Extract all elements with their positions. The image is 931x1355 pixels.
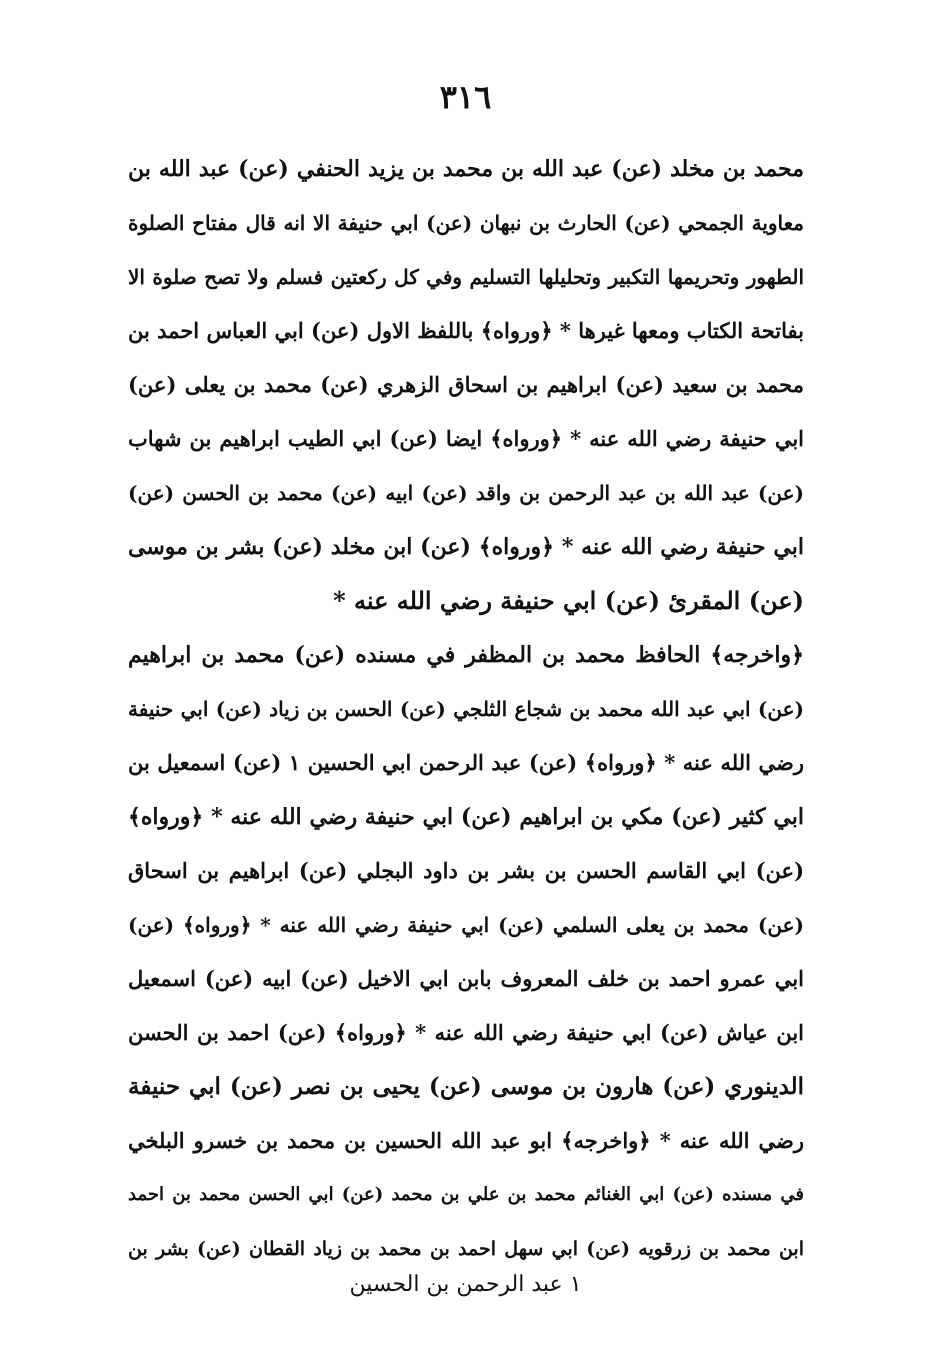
text-line: (عن) عبد الله بن عبد الرحمن بن واقد (عن) ابيه (عن) محمد بن الحسن (عن) xyxy=(128,481,804,505)
text-line: معاوية الجمحي (عن) الحارث بن نبهان (عن) ابي حنيفة الا انه قال مفتاح الصلوة xyxy=(128,211,804,235)
text-line: ابن عياش (عن) ابي حنيفة رضي الله عنه * ﴿ورواه﴾ (عن) احمد بن الحسن xyxy=(128,1020,804,1045)
text-line: محمد بن مخلد (عن) عبد الله بن محمد بن يزيد الحنفي (عن) عبد الله بن xyxy=(128,156,804,182)
text-line: الدينوري (عن) هارون بن موسى (عن) يحيى بن نصر (عن) ابي حنيفة xyxy=(128,1073,804,1100)
text-line: رضي الله عنه * ﴿ورواه﴾ (عن) عبد الرحمن ابي الحسين ١ (عن) اسمعيل بن xyxy=(128,750,804,775)
body-text xyxy=(128,142,804,1276)
page-number: ٣١٦ xyxy=(439,78,492,116)
text-line: (عن) ابي القاسم الحسن بن بشر بن داود البجلي (عن) ابراهيم بن اسحاق xyxy=(128,858,804,883)
text-line: ﴿واخرجه﴾ الحافظ محمد بن المظفر في مسنده (عن) محمد بن ابراهيم xyxy=(128,642,804,668)
footnote: ١ عبد الرحمن بن الحسين xyxy=(349,1272,582,1297)
text-line: ابي حنيفة رضي الله عنه * ﴿ورواه﴾ ايضا (عن) ابي الطيب ابراهيم بن شهاب xyxy=(128,426,804,451)
text-line: (عن) المقرئ (عن) ابي حنيفة رضي الله عنه * xyxy=(333,586,804,615)
text-line: ابي عمرو احمد بن خلف المعروف بابن ابي الاخيل (عن) ابيه (عن) اسمعيل xyxy=(128,966,804,991)
text-line: (عن) ابي عبد الله محمد بن شجاع الثلجي (عن) الحسن بن زياد (عن) ابي حنيفة xyxy=(128,697,804,721)
text-line: (عن) محمد بن يعلى السلمي (عن) ابي حنيفة رضي الله عنه * ﴿ورواه﴾ (عن) xyxy=(128,913,804,937)
text-line: بفاتحة الكتاب ومعها غيرها * ﴿ورواه﴾ باللفظ الاول (عن) ابي العباس احمد بن xyxy=(128,318,804,343)
text-line: الطهور وتحريمها التكبير وتحليلها التسليم وفي كل ركعتين فسلم ولا تصح صلوة الا xyxy=(128,265,804,289)
text-line: ابن محمد بن زرقويه (عن) ابي سهل احمد بن محمد بن زياد القطان (عن) بشر بن xyxy=(128,1238,804,1260)
text-line: في مسنده (عن) ابي الغنائم محمد بن علي بن محمد (عن) ابي الحسن محمد بن احمد xyxy=(128,1184,804,1205)
text-line: ابي حنيفة رضي الله عنه * ﴿ورواه﴾ (عن) ابن مخلد (عن) بشر بن موسى xyxy=(128,534,804,560)
text-line: رضي الله عنه * ﴿واخرجه﴾ ابو عبد الله الحسين بن محمد بن خسرو البلخي xyxy=(128,1128,804,1153)
text-line: ابي كثير (عن) مكي بن ابراهيم (عن) ابي حنيفة رضي الله عنه * ﴿ورواه﴾ xyxy=(128,804,804,830)
text-line: محمد بن سعيد (عن) ابراهيم بن اسحاق الزهري (عن) محمد بن يعلى (عن) xyxy=(128,372,804,397)
